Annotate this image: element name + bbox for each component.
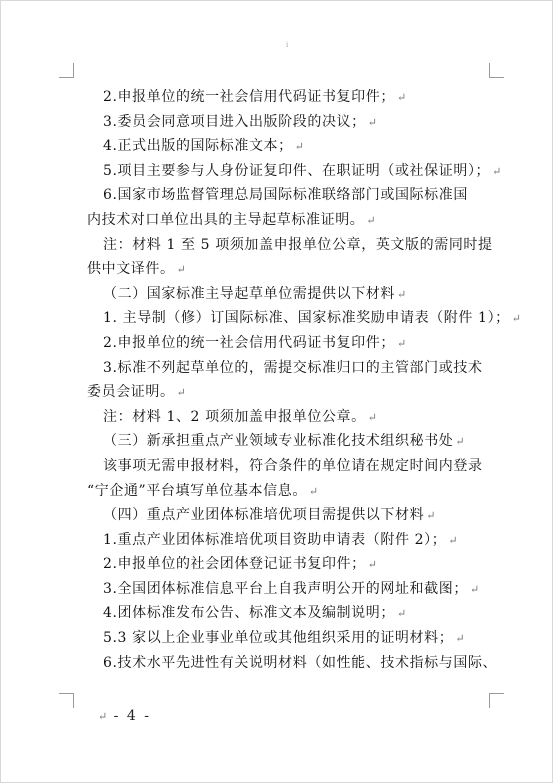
text-line — [87, 233, 493, 258]
line-text: 6.技术水平先进性有关说明材料（如性能、技术指标与国际、 — [103, 654, 498, 671]
line-text: 注：材料 1、2 项须加盖申报单位公章。 — [103, 408, 366, 425]
line-text: 3.全国团体标准信息平台上自我声明公开的网址和截图； — [103, 580, 468, 597]
paragraph-mark: ↵ — [367, 558, 378, 572]
line-text: “宁企通”平台填写单位基本信息。 — [87, 482, 307, 499]
line-text: 5.项目主要参与人身份证复印件、在职证明（或社保证明）； — [103, 162, 491, 179]
line-text: 4.正式出版的国际标准文本； — [103, 138, 293, 155]
line-text: 1.重点产业团体标准培优项目资助申请表（附件 2）； — [103, 531, 447, 548]
crop-mark-bottom-left — [59, 693, 74, 708]
text-line — [87, 528, 487, 553]
text-line — [87, 134, 487, 159]
paragraph-mark: ↵ — [397, 287, 407, 301]
line-text: 1. 主导制（修）订国际标准、国家标准奖励申请表（附件 1）； — [103, 310, 510, 327]
paragraph-mark: ↵ — [176, 386, 187, 400]
paragraph-mark: ↵ — [455, 632, 466, 646]
text-line — [87, 503, 487, 528]
line-text: 委员会证明。 — [87, 384, 175, 401]
text-line — [87, 159, 502, 184]
paragraph-mark: ↵ — [469, 582, 480, 596]
paragraph-mark: ↵ — [367, 115, 378, 129]
line-text: 2.申报单位的统一社会信用代码证书复印件； — [103, 89, 395, 105]
text-line — [87, 601, 487, 626]
text-line — [87, 479, 487, 504]
page-number: - 4 - — [113, 708, 151, 724]
line-text: 3.委员会同意项目进入出版阶段的决议； — [103, 113, 366, 130]
text-line — [87, 282, 487, 307]
text-line — [87, 331, 487, 356]
text-line — [87, 110, 487, 135]
line-text: 4.团体标准发布公告、标准文本及编制说明； — [103, 605, 395, 622]
paragraph-mark: ↵ — [367, 410, 378, 424]
line-text: （三）新承担重点产业领域专业标准化技术组织秘书处 — [103, 433, 454, 450]
header-mark: ⅰ — [286, 41, 289, 49]
paragraph-mark: ↵ — [396, 607, 407, 621]
line-text: 6.国家市场监督管理总局国际标准联络部门或国际标准国 — [103, 187, 468, 204]
paragraph-mark: ↵ — [294, 140, 305, 154]
text-line — [87, 552, 487, 577]
line-text: 该事项无需申报材料，符合条件的单位请在规定时间内登录 — [103, 457, 483, 474]
paragraph-mark: ↵ — [448, 533, 459, 547]
text-line — [87, 85, 487, 110]
footer-paragraph-mark: ↵ — [98, 710, 108, 723]
paragraph-mark: ↵ — [308, 484, 319, 498]
paragraph-mark: ↵ — [511, 312, 522, 326]
paragraph-mark: ↵ — [426, 509, 437, 523]
text-line — [87, 306, 522, 331]
text-line — [87, 208, 487, 233]
paragraph-mark: ↵ — [396, 336, 407, 350]
text-line — [87, 380, 487, 405]
text-line — [87, 405, 487, 430]
crop-mark-bottom-right — [489, 693, 504, 708]
line-text: 内技术对口单位出具的主导起草标准证明。 — [87, 211, 365, 228]
line-text: 2.申报单位的社会团体登记证书复印件； — [103, 556, 366, 573]
crop-mark-top-left — [59, 63, 74, 78]
document-body[interactable] — [87, 85, 522, 675]
text-line — [87, 183, 487, 208]
line-text: （四）重点产业团体标准培优项目需提供以下材料 — [103, 507, 425, 524]
page-footer — [96, 708, 151, 724]
line-text: 5.3 家以上企业事业单位或其他组织采用的证明材料； — [103, 630, 454, 647]
crop-mark-top-right — [489, 63, 504, 78]
paragraph-mark: ↵ — [492, 164, 502, 178]
text-line — [87, 429, 487, 454]
text-line — [87, 454, 487, 479]
text-line — [87, 356, 487, 381]
line-text: 2.申报单位的统一社会信用代码证书复印件； — [103, 334, 395, 351]
line-text: （二）国家标准主导起草单位需提供以下材料 — [103, 285, 395, 302]
text-line — [87, 577, 487, 602]
line-text: 供中文译件。 — [87, 261, 175, 278]
line-text: 3.标准不列起草单位的，需提交标准归口的主管部门或技术 — [103, 359, 483, 376]
paragraph-mark: ↵ — [366, 213, 377, 227]
line-text: 注：材料 1 至 5 项须加盖申报单位公章，英文版的需同时提 — [103, 236, 493, 253]
text-line — [87, 651, 498, 676]
text-line — [87, 626, 487, 651]
paragraph-mark: ↵ — [176, 263, 187, 277]
paragraph-mark: ↵ — [455, 435, 466, 449]
text-line — [87, 257, 487, 282]
paragraph-mark: ↵ — [396, 91, 407, 104]
